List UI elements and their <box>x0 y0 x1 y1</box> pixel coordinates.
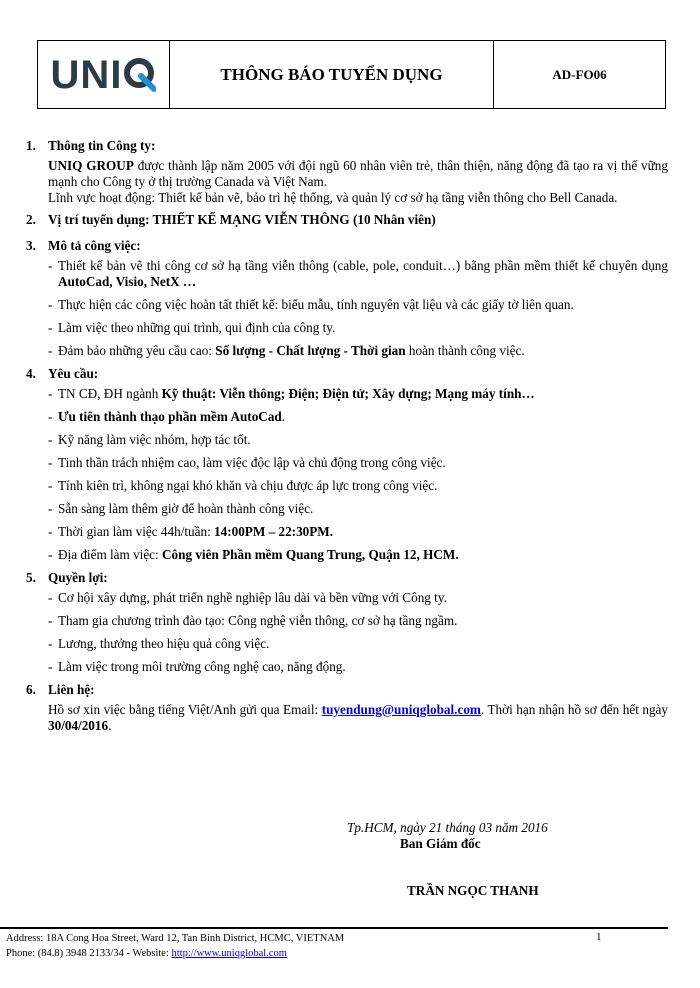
document-body <box>26 138 668 734</box>
company-name: UNIQ GROUP <box>48 158 134 173</box>
page-number: 1 <box>596 931 602 943</box>
list-item: - Thực hiện các công việc hoàn tất thiết kế: biểu mẫu, tính nguyên vật liệu và các giấy tờ liên quan. <box>48 297 668 313</box>
company-field: Lĩnh vực hoạt động: Thiết kế bản vẽ, bảo trì hệ thống, và quản lý cơ sở hạ tầng viễn thông cho Bell Canada. <box>48 190 618 205</box>
uniq-logo: UNI <box>51 55 157 95</box>
signature-date: Tp.HCM, ngày 21 tháng 03 năm 2016 <box>347 820 548 835</box>
section-title: Quyền lợi: <box>48 570 108 585</box>
section-number: 5. <box>26 570 36 585</box>
list-item: - Kỹ năng làm việc nhóm, hợp tác tốt. <box>48 432 668 448</box>
section-title: Mô tả công việc: <box>48 238 141 253</box>
list-item: - Đảm bảo những yêu cầu cao: Số lượng - Chất lượng - Thời gian hoàn thành công việc. <box>48 343 668 359</box>
list-item: - Địa điểm làm việc: Công viên Phần mềm Quang Trung, Quận 12, HCM. <box>48 547 668 563</box>
section-requirements <box>26 366 668 382</box>
section-position <box>26 212 668 228</box>
list-item: - Thời gian làm việc 44h/tuần: 14:00PM – 22:30PM. <box>48 524 668 540</box>
header-table <box>37 40 666 109</box>
section-number: 3. <box>26 238 36 253</box>
list-item: - Thiết kế bản vẽ thi công cơ sở hạ tầng viễn thông (cable, pole, conduit…) bằng phần mềm thiết kế chuyên dụng AutoCad, Visio, NetX … <box>48 258 668 290</box>
signature-name: TRẦN NGỌC THANH <box>407 883 539 898</box>
section-number: 4. <box>26 366 36 381</box>
section-number: 1. <box>26 138 36 153</box>
section-contact <box>26 682 668 698</box>
logo-cell <box>38 41 170 108</box>
list-item: - Tinh thần trách nhiệm cao, làm việc độc lập và chủ động trong công việc. <box>48 455 668 471</box>
email-link[interactable]: tuyendung@uniqglobal.com <box>321 702 481 717</box>
document-title: THÔNG BÁO TUYỂN DỤNG <box>170 41 494 108</box>
list-item: - TN CĐ, ĐH ngành Kỹ thuật: Viễn thông; Điện; Điện tử; Xây dựng; Mạng máy tính… <box>48 386 668 402</box>
section-job-description <box>26 238 668 254</box>
section-title: Yêu cầu: <box>48 366 99 381</box>
section-title: Liên hệ: <box>48 682 95 697</box>
list-item: - Tính kiên trì, không ngại khó khăn và chịu được áp lực trong công việc. <box>48 478 668 494</box>
section-company-info <box>26 138 668 154</box>
q-logo-icon <box>124 58 156 92</box>
company-description: UNIQ GROUP được thành lập năm 2005 với đội ngũ 60 nhân viên trẻ, thân thiện, năng động đã tạo ra vị thế vững mạnh cho Công ty ở thị trường Canada và Việt Nam. <box>48 158 668 189</box>
footer <box>6 931 606 961</box>
website-link[interactable]: http://www.uniqglobal.com <box>171 948 287 959</box>
benefits-list <box>26 590 668 675</box>
footer-divider <box>0 927 668 929</box>
list-item: - Làm việc theo những qui trình, qui định của công ty. <box>48 320 668 336</box>
list-item: - Làm việc trong môi trường công nghệ cao, năng động. <box>48 659 668 675</box>
list-item: - Sẵn sàng làm thêm giờ để hoàn thành công việc. <box>48 501 668 517</box>
list-item: - Ưu tiên thành thạo phần mềm AutoCad. <box>48 409 668 425</box>
footer-contact: Phone: (84.8) 3948 2133/34 - Website: http://www.uniqglobal.com <box>6 948 287 959</box>
document-code: AD-FO06 <box>552 66 607 82</box>
footer-address: Address: 18A Cong Hoa Street, Ward 12, Tan Binh District, HCMC, VIETNAM <box>6 933 345 944</box>
section-title: Thông tin Công ty: <box>48 138 156 153</box>
section-benefits <box>26 570 668 586</box>
signature-role: Ban Giám đốc <box>400 836 481 851</box>
section-number: 2. <box>26 212 36 227</box>
deadline-date: 30/04/2016 <box>48 718 109 733</box>
requirements-list <box>26 386 668 563</box>
contact-text: Hồ sơ xin việc bằng tiếng Việt/Anh gửi qua Email: tuyendung@uniqglobal.com. Thời hạn nhận hồ sơ đến hết ngày 30/04/2016. <box>48 702 668 733</box>
section-title: Vị trí tuyển dụng: THIẾT KẾ MẠNG VIỄN THÔNG (10 Nhân viên) <box>48 212 436 227</box>
section-number: 6. <box>26 682 36 697</box>
list-item: - Tham gia chương trình đào tạo: Công nghệ viễn thông, cơ sở hạ tầng ngầm. <box>48 613 668 629</box>
list-item: - Cơ hội xây dựng, phát triển nghề nghiệp lâu dài và bền vững với Công ty. <box>48 590 668 606</box>
list-item: - Lương, thưởng theo hiệu quả công việc. <box>48 636 668 652</box>
job-description-list <box>26 258 668 359</box>
